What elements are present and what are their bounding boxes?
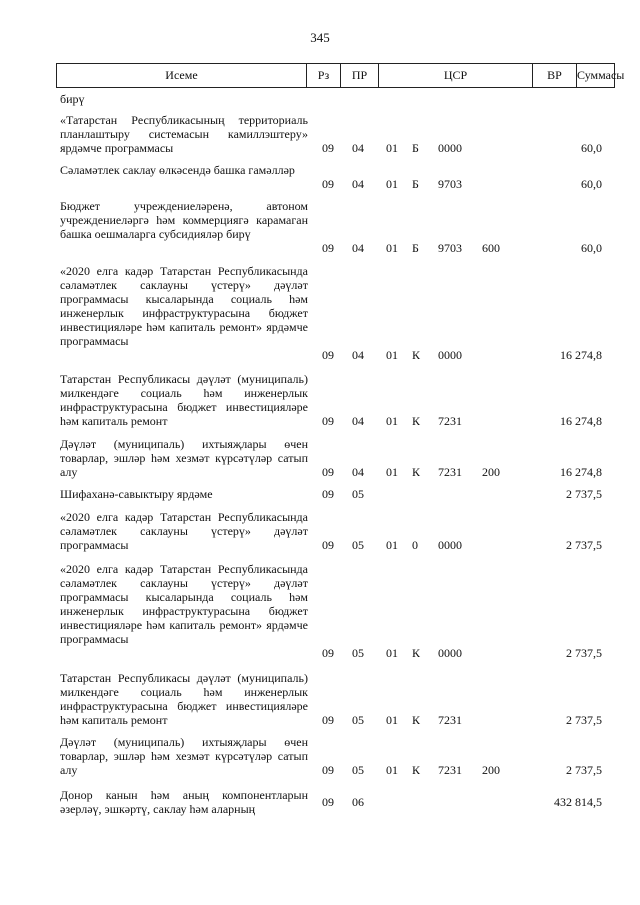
row-tsr-subprogram: К <box>412 763 421 777</box>
row-tsr-program: 01 <box>386 713 398 727</box>
row-tsr-program: 01 <box>386 538 398 552</box>
row-tsr-program: 01 <box>386 646 398 660</box>
row-rz: 09 <box>322 241 334 255</box>
row-sum: 2 737,5 <box>566 763 602 777</box>
header-sum: Суммасы <box>577 68 625 82</box>
row-tsr-code: 7231 <box>438 465 462 479</box>
row-sum: 16 274,8 <box>560 465 602 479</box>
row-tsr-subprogram: К <box>412 348 421 362</box>
row-pr: 05 <box>352 646 364 660</box>
row-sum: 60,0 <box>581 141 602 155</box>
row-sum: 16 274,8 <box>560 348 602 362</box>
row-rz: 09 <box>322 348 334 362</box>
header-rz: Рз <box>307 64 341 87</box>
row-pr: 04 <box>352 177 364 191</box>
row-sum: 2 737,5 <box>566 487 602 501</box>
row-pr: 04 <box>352 241 364 255</box>
row-rz: 09 <box>322 177 334 191</box>
row-name: «2020 елга кадәр Татарстан Республикасында сәламәтлек саклауны үстерү» дәүләт программасы кысаларында социаль һәм инженерлык инфраструктурасына бюджет инвестицияләре һәм капиталь ремонт» ярдәмче программасы <box>60 264 308 348</box>
row-name: Сәламәтлек саклау өлкәсендә башка гамәлләр <box>60 163 295 177</box>
row-sum: 2 737,5 <box>566 646 602 660</box>
row-pr: 05 <box>352 763 364 777</box>
header-pr: ПР <box>341 64 379 87</box>
row-tsr-code: 9703 <box>438 241 462 255</box>
row-rz: 09 <box>322 646 334 660</box>
row-name: Шифаханә-савыктыру ярдәме <box>60 487 213 501</box>
row-tsr-code: 9703 <box>438 177 462 191</box>
row-name: Дәүләт (муниципаль) ихтыяҗлары өчен товарлар, эшләр һәм хезмәт күрсәтүләр сатып алу <box>60 437 308 479</box>
row-name: Татарстан Республикасы дәүләт (муниципаль) милкендәге социаль һәм инженерлык инфраструктурасына бюджет инвестицияләре һәм капиталь ремонт <box>60 671 308 727</box>
row-tsr-subprogram: К <box>412 646 421 660</box>
row-name: Донор канын һәм аның компонентларын әзерләү, эшкәртү, саклау һәм аларның <box>60 788 308 816</box>
row-rz: 09 <box>322 487 334 501</box>
row-rz: 09 <box>322 141 334 155</box>
row-tsr-program: 01 <box>386 177 398 191</box>
row-tsr-code: 0000 <box>438 141 462 155</box>
row-name: Дәүләт (муниципаль) ихтыяҗлары өчен товарлар, эшләр һәм хезмәт күрсәтүләр сатып алу <box>60 735 308 777</box>
row-pr: 05 <box>352 487 364 501</box>
row-name: Бюджет учреждениеләренә, автоном учреждениеләргә һәм коммерциягә карамаган башка оешмаларга субсидияләр бирү <box>60 199 308 241</box>
row-tsr-subprogram: Б <box>412 241 419 255</box>
row-rz: 09 <box>322 538 334 552</box>
header-name: Исеме <box>57 64 307 87</box>
row-tsr-subprogram: К <box>412 414 421 428</box>
row-sum: 2 737,5 <box>566 713 602 727</box>
header-tsr: ЦСР <box>379 64 533 87</box>
row-rz: 09 <box>322 713 334 727</box>
row-pr: 04 <box>352 348 364 362</box>
row-vr: 600 <box>482 241 500 255</box>
row-tsr-code: 0000 <box>438 646 462 660</box>
row-sum: 2 737,5 <box>566 538 602 552</box>
row-tsr-program: 01 <box>386 241 398 255</box>
row-tsr-program: 01 <box>386 414 398 428</box>
row-name: Татарстан Республикасы дәүләт (муниципаль) милкендәге социаль һәм инженерлык инфраструктурасына бюджет инвестицияләре һәм капиталь ремонт <box>60 372 308 428</box>
row-pr: 05 <box>352 538 364 552</box>
row-tsr-code: 7231 <box>438 763 462 777</box>
row-tsr-subprogram: 0 <box>412 538 418 552</box>
row-vr: 200 <box>482 465 500 479</box>
row-sum: 16 274,8 <box>560 414 602 428</box>
row-pr: 04 <box>352 141 364 155</box>
row-tsr-subprogram: К <box>412 465 421 479</box>
row-rz: 09 <box>322 795 334 809</box>
header-vr: ВР <box>533 64 577 87</box>
row-tsr-program: 01 <box>386 141 398 155</box>
row-name: «Татарстан Республикасының территориаль планлаштыру системасын камиллэштеру» ярдәмче программасы <box>60 113 308 155</box>
row-tsr-program: 01 <box>386 348 398 362</box>
row-tsr-program: 01 <box>386 465 398 479</box>
row-tsr-code: 7231 <box>438 713 462 727</box>
row-tsr-code: 0000 <box>438 348 462 362</box>
row-name: «2020 елга кадәр Татарстан Республикасында сәламәтлек саклауны үстерү» дәүләт программасы кысаларында социаль һәм инженерлык инфраструктурасына бюджет инвестицияләре һәм капиталь ремонт» ярдәмче программасы <box>60 562 308 646</box>
row-rz: 09 <box>322 414 334 428</box>
page-number: 345 <box>310 30 330 45</box>
row-sum: 60,0 <box>581 241 602 255</box>
row-rz: 09 <box>322 763 334 777</box>
row-sum: 60,0 <box>581 177 602 191</box>
row-vr: 200 <box>482 763 500 777</box>
row-name: бирү <box>60 92 85 106</box>
row-tsr-code: 7231 <box>438 414 462 428</box>
row-tsr-subprogram: К <box>412 713 421 727</box>
row-tsr-program: 01 <box>386 763 398 777</box>
row-rz: 09 <box>322 465 334 479</box>
row-tsr-subprogram: Б <box>412 177 419 191</box>
row-pr: 04 <box>352 414 364 428</box>
row-pr: 04 <box>352 465 364 479</box>
row-tsr-subprogram: Б <box>412 141 419 155</box>
table-header <box>56 63 625 88</box>
row-sum: 432 814,5 <box>554 795 602 809</box>
row-tsr-code: 0000 <box>438 538 462 552</box>
row-pr: 06 <box>352 795 364 809</box>
row-pr: 05 <box>352 713 364 727</box>
row-name: «2020 елга кадәр Татарстан Республикасында сәламәтлек саклауны үстерү» дәүләт программасы <box>60 510 308 552</box>
